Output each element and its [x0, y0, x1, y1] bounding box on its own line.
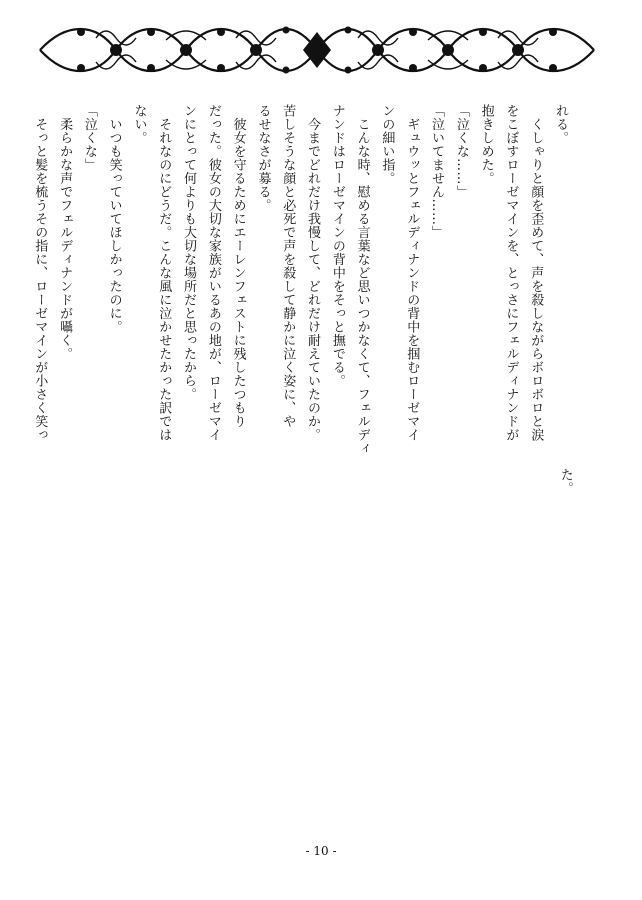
text-line: 今までどれだけ我慢して、どれだけ耐えていたのか。 — [305, 104, 321, 442]
text-line: ンの細い指。 — [379, 104, 395, 185]
text-line: 柔らかな声でフェルディナンドが囁く。 — [57, 104, 73, 361]
text-line: 「泣くな……」 — [453, 104, 469, 199]
text-line: るせなさが募る。 — [255, 104, 271, 212]
text-line: こんな時、慰める言葉など思いつかなくて、フェルディ — [354, 104, 370, 455]
text-line: 「泣いてません……」 — [429, 104, 445, 239]
ornament-header-icon — [36, 18, 598, 82]
text-line: それなのにどうだ。こんな風に泣かせたかった訳では — [156, 104, 172, 442]
text-line: だった。彼女の大切な家族がいるあの地が、ローゼマイ — [205, 104, 221, 442]
text-line: くしゃりと顔を歪めて、声を殺しながらボロボロと涙 — [528, 104, 544, 442]
text-line: 彼女を守るためにエーレンフェストに残したつもり — [230, 104, 246, 428]
text-line: 苦しそうな顔と必死で声を殺して静かに泣く姿に、や — [280, 104, 296, 428]
text-line: ナンドはローゼマインの背中をそっと撫でる。 — [329, 104, 345, 388]
novel-tail-text: た。 — [557, 468, 573, 495]
text-line: 抱きしめた。 — [478, 104, 494, 185]
text-line: をこぼすローゼマインを、とっさにフェルディナンドが — [503, 104, 519, 442]
text-line: れる。 — [553, 104, 568, 145]
text-line: いつも笑っていてほしかったのに。 — [106, 104, 122, 334]
text-line: そっと髪を梳うその指に、ローゼマインが小さく笑っ — [32, 104, 48, 442]
text-line: ギュウッとフェルディナンドの背中を掴むローゼマイ — [404, 104, 420, 442]
novel-body-text — [26, 104, 572, 464]
text-line: ない。 — [131, 104, 147, 145]
page-number: - 10 - — [305, 844, 337, 858]
text-line: ンにとって何よりも大切な場所だと思ったから。 — [181, 104, 197, 401]
text-line: 「泣くな」 — [81, 104, 97, 172]
